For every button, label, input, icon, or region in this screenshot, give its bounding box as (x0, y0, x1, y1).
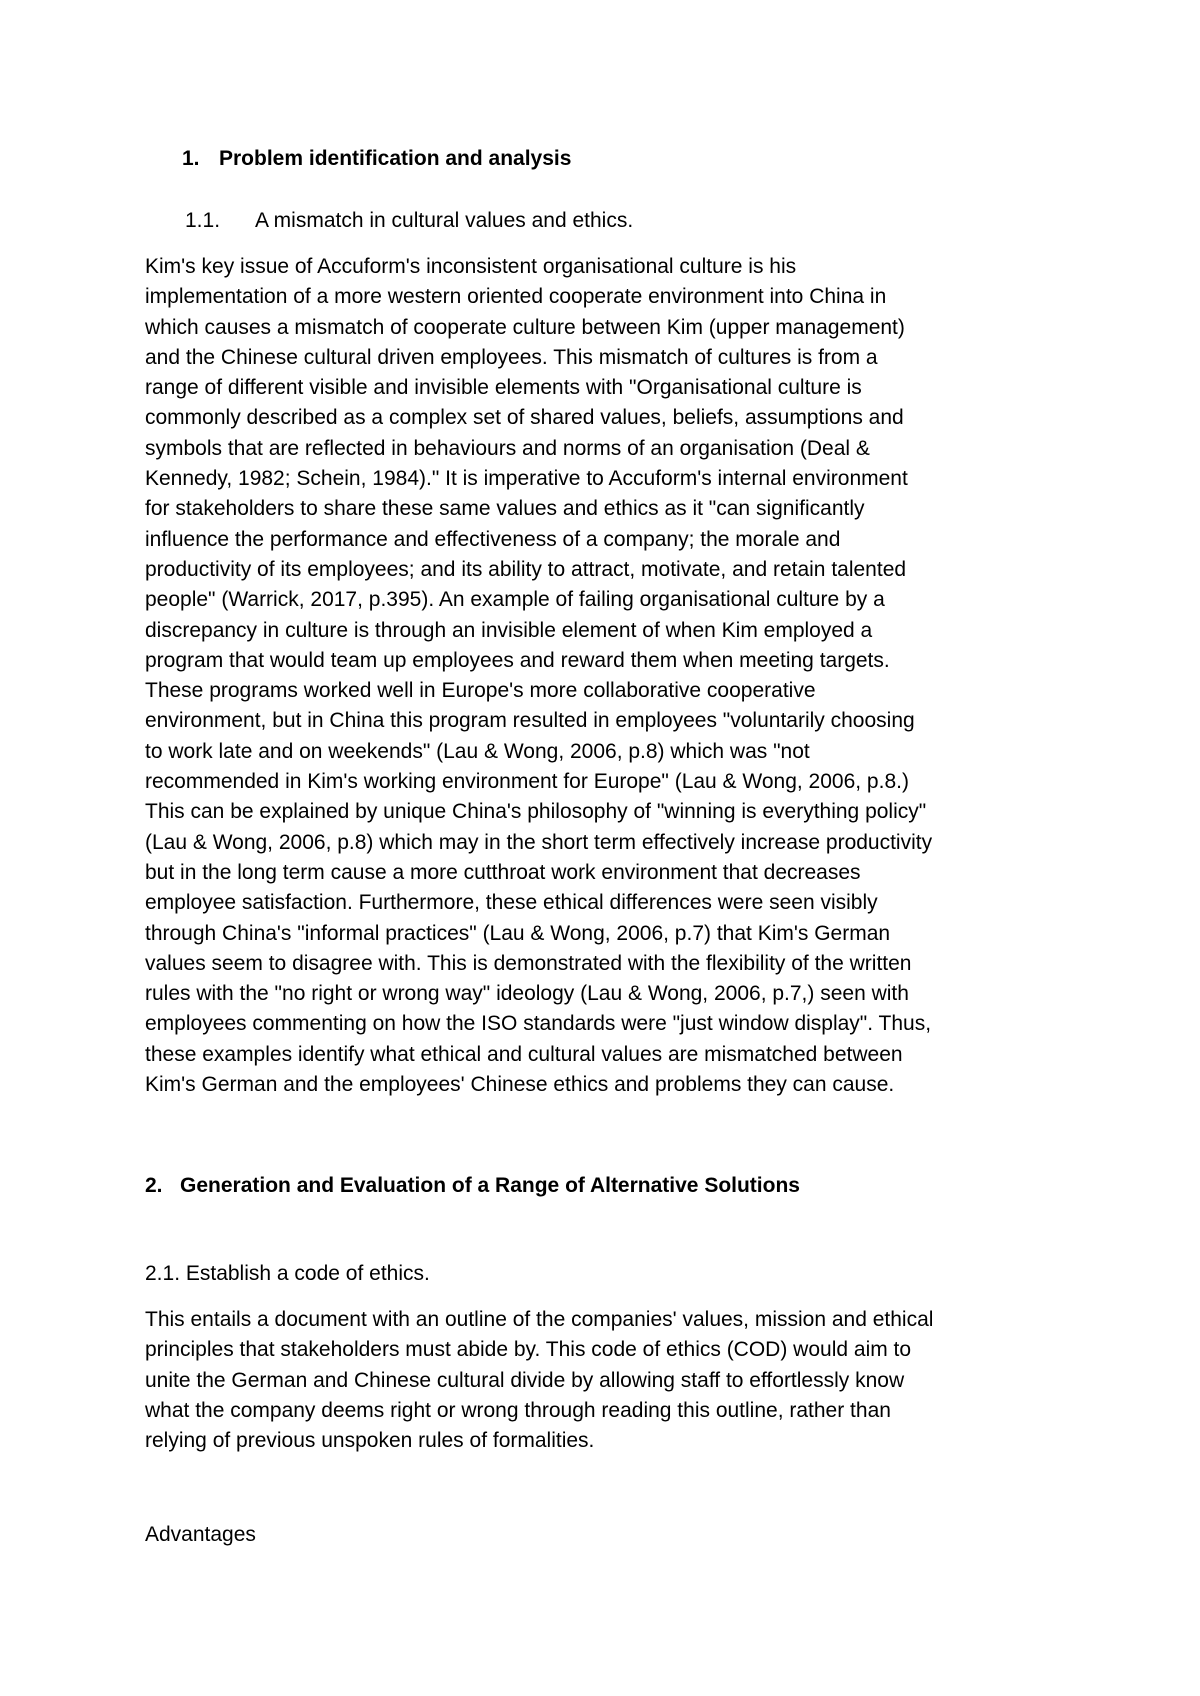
paragraph-line: these examples identify what ethical and cultural values are mismatched between (145, 1042, 903, 1066)
paragraph-line: values seem to disagree with. This is demonstrated with the flexibility of the written (145, 951, 912, 975)
paragraph-line: commonly described as a complex set of shared values, beliefs, assumptions and (145, 406, 904, 430)
paragraph-line: discrepancy in culture is through an invisible element of when Kim employed a (145, 618, 873, 642)
paragraph-line: recommended in Kim's working environment for Europe" (Lau & Wong, 2006, p.8.) (145, 770, 909, 794)
paragraph-line: and the Chinese cultural driven employees. This mismatch of cultures is from a (145, 345, 878, 369)
paragraph-line: employee satisfaction. Furthermore, these ethical differences were seen visibly (145, 891, 878, 915)
paragraph-line: rules with the "no right or wrong way" ideology (Lau & Wong, 2006, p.7,) seen with (145, 982, 909, 1006)
subsection-1-1-number: 1.1. (185, 209, 221, 232)
paragraph-line: through China's "informal practices" (Lau & Wong, 2006, p.7) that Kim's German (145, 921, 891, 945)
section-1-number: 1. (182, 147, 200, 170)
paragraph-line: Kennedy, 1982; Schein, 1984)." It is imperative to Accuform's internal environment (145, 467, 908, 491)
section-1-heading (182, 147, 571, 171)
advantages-heading: Advantages (145, 1523, 256, 1546)
paragraph-line: This entails a document with an outline of the companies' values, mission and ethical (145, 1308, 934, 1331)
paragraph-line: but in the long term cause a more cutthroat work environment that decreases (145, 860, 861, 884)
paragraph-line: what the company deems right or wrong through reading this outline, rather than (145, 1398, 891, 1422)
paragraph-line: Kim's key issue of Accuform's inconsistent organisational culture is his (145, 255, 797, 278)
subsection-1-1-title: A mismatch in cultural values and ethics. (255, 209, 634, 232)
paragraph-line: (Lau & Wong, 2006, p.8) which may in the short term effectively increase productivity (145, 830, 933, 854)
paragraph-line: unite the German and Chinese cultural divide by allowing staff to effortlessly know (145, 1368, 905, 1392)
paragraph-line: symbols that are reflected in behaviours and norms of an organisation (Deal & (145, 436, 870, 460)
paragraph-line: range of different visible and invisible elements with "Organisational culture is (145, 376, 862, 400)
paragraph-line: people" (Warrick, 2017, p.395). An example of failing organisational culture by a (145, 588, 885, 612)
section-2-heading (145, 1174, 800, 1198)
section-1-title: Problem identification and analysis (219, 147, 572, 170)
section-2-title: Generation and Evaluation of a Range of Alternative Solutions (180, 1174, 800, 1197)
paragraph-line: which causes a mismatch of cooperate culture between Kim (upper management) (145, 315, 905, 339)
subsection-1-1-heading (185, 209, 633, 233)
paragraph-line: This can be explained by unique China's philosophy of "winning is everything policy" (145, 800, 927, 824)
paragraph-line: principles that stakeholders must abide by. This code of ethics (COD) would aim to (145, 1338, 912, 1362)
paragraph-line: These programs worked well in Europe's more collaborative cooperative (145, 679, 816, 703)
section-2-number: 2. (145, 1174, 163, 1197)
paragraph-line: productivity of its employees; and its ability to attract, motivate, and retain talented (145, 557, 907, 581)
paragraph-line: Kim's German and the employees' Chinese ethics and problems they can cause. (145, 1073, 895, 1097)
paragraph-line: relying of previous unspoken rules of formalities. (145, 1429, 595, 1453)
paragraph-line: for stakeholders to share these same values and ethics as it "can significantly (145, 497, 865, 521)
paragraph-line: employees commenting on how the ISO standards were "just window display". Thus, (145, 1012, 932, 1036)
paragraph-line: implementation of a more western oriented cooperate environment into China in (145, 285, 887, 309)
paragraph-line: influence the performance and effectiveness of a company; the morale and (145, 527, 841, 551)
paragraph-line: environment, but in China this program resulted in employees "voluntarily choosing (145, 709, 915, 733)
section-1-paragraph (145, 252, 1065, 1100)
paragraph-line: to work late and on weekends" (Lau & Wong, 2006, p.8) which was "not (145, 739, 810, 763)
section-2-paragraph (145, 1305, 1065, 1456)
paragraph-line: program that would team up employees and reward them when meeting targets. (145, 648, 890, 672)
subsection-2-1-heading: 2.1. Establish a code of ethics. (145, 1262, 430, 1285)
